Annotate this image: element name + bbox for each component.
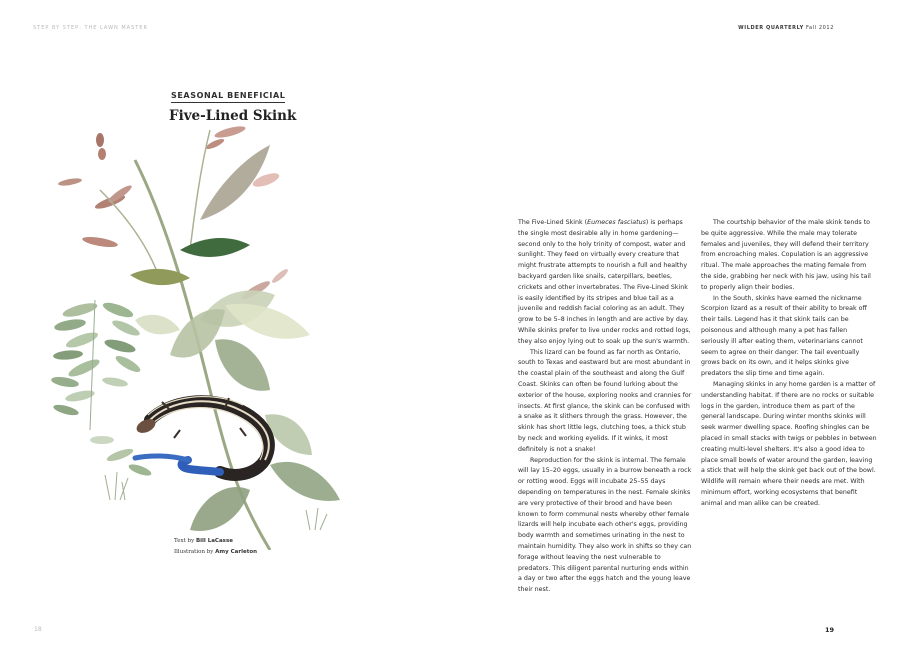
text-credit-name: Bill LaCasse [195, 538, 233, 544]
fern-leaves [50, 300, 152, 478]
text-credit-prefix: Text by [174, 538, 195, 544]
issue-label: Fall 2012 [806, 25, 834, 31]
paragraph-6: Managing skinks in any home garden is a matter of understanding habitat. If there are no rocks or suitable logs in the garden, introduce them as part of the general landscape. During winter months skinks will seek warmer dwelling space. Roofing shingles can be placed in small stacks with twigs or pebbles in between creating multi-level shelters. It's also a good idea to place small bowls of water around the garden, leaving a stick that will help the skink get back out of the bowl. Wildlife will remain where their needs are met. With minimum effort, working ecosystems that benefit animal and man alike can be created. [701, 380, 877, 507]
running-head-right [738, 25, 834, 31]
text-credit [174, 538, 233, 544]
skink-illustration [40, 110, 360, 550]
illustration-credit [174, 549, 257, 555]
paragraph-4: The courtship behavior of the male skink tends to be quite aggressive. While the male may tolerate females and juveniles, they will defend their territory from encroaching males. Copulation is an aggressive ritual. The male approaches the mating female from the side, grabbing her neck with his jaw, using his tail to properly align their bodies. [701, 219, 871, 291]
paragraph-2: This lizard can be found as far north as Ontario, south to Texas and eastward but are most abundant in the coastal plain of the southeast and along the Gulf Coast. Skinks can often be found lurking about the exterior of the house, exploring nooks and crannies for insects. At first glance, the skink can be confused with a snake as it slithers through the grass. However, the skink has short little legs, clutching toes, a thick stub by neck and working eyelids. If it winks, it most definitely is not a snake! [518, 348, 692, 453]
magazine-name: WILDER QUARTERLY [738, 25, 804, 31]
article-title: Five-Lined Skink [169, 108, 297, 124]
folio-right: 19 [825, 626, 835, 634]
p1-body: ) is perhaps the single most desirable ally in home gardening—second only to the holy trinity of compost, water and sunlight. They feed on virtually every creature that might frustrate attempts to nourish a full and healthy backyard garden like snails, caterpillars, beetles, crickets and other invertebrates. The Five-Lined Skink is easily identified by its stripes and blue tail as a juvenile and reddish facial coloring as an adult. They grow to be 5–8 inches in length and are active by day. While skinks prefer to live under rocks and rotted logs, they also enjoy lying out to soak up the sun's warmth. [518, 219, 691, 345]
body-column-2 [701, 218, 877, 510]
skink-lizard [134, 397, 268, 475]
illustration-credit-prefix: Illustration by [174, 549, 214, 555]
section-kicker: SEASONAL BENEFICIAL [171, 91, 285, 103]
paragraph-3: Reproduction for the skink is internal. The female will lay 15–20 eggs, usually in a burrow beneath a rock or rotting wood. Eggs will incubate 25–55 days depending on temperatures in the nest. Female skinks are very protective of their brood and have been known to form communal nests whereby other female lizards will help incubate each other's eggs, providing body warmth and sometimes urinating in the nest to maintain humidity. They also work in shifts so they can forage without leaving the nest vulnerable to predators. This diligent parental nurturing ends within a day or two after the eggs hatch and the young leave their nest. [518, 456, 692, 594]
p1-lead: The Five-Lined Skink ( [518, 219, 588, 226]
body-column-1 [518, 218, 694, 596]
species-name: Eumeces fasciatus [587, 219, 646, 226]
paragraph-5: In the South, skinks have earned the nickname Scorpion lizard as a result of their ability to break off their tails. Legend has it that skink tails can be poisonous and although many a pet has fallen seriously ill after eating them, veterinarians cannot seem to agree on their danger. The tail eventually grows back on its own, and it helps skinks give predators the slip time and time again. [701, 294, 867, 378]
running-head-left: STEP BY STEP: THE LAWN MASTER [33, 25, 148, 31]
paragraph-1 [518, 218, 694, 348]
folio-left: 18 [34, 626, 42, 633]
illustration-credit-name: Amy Carleton [215, 549, 258, 555]
